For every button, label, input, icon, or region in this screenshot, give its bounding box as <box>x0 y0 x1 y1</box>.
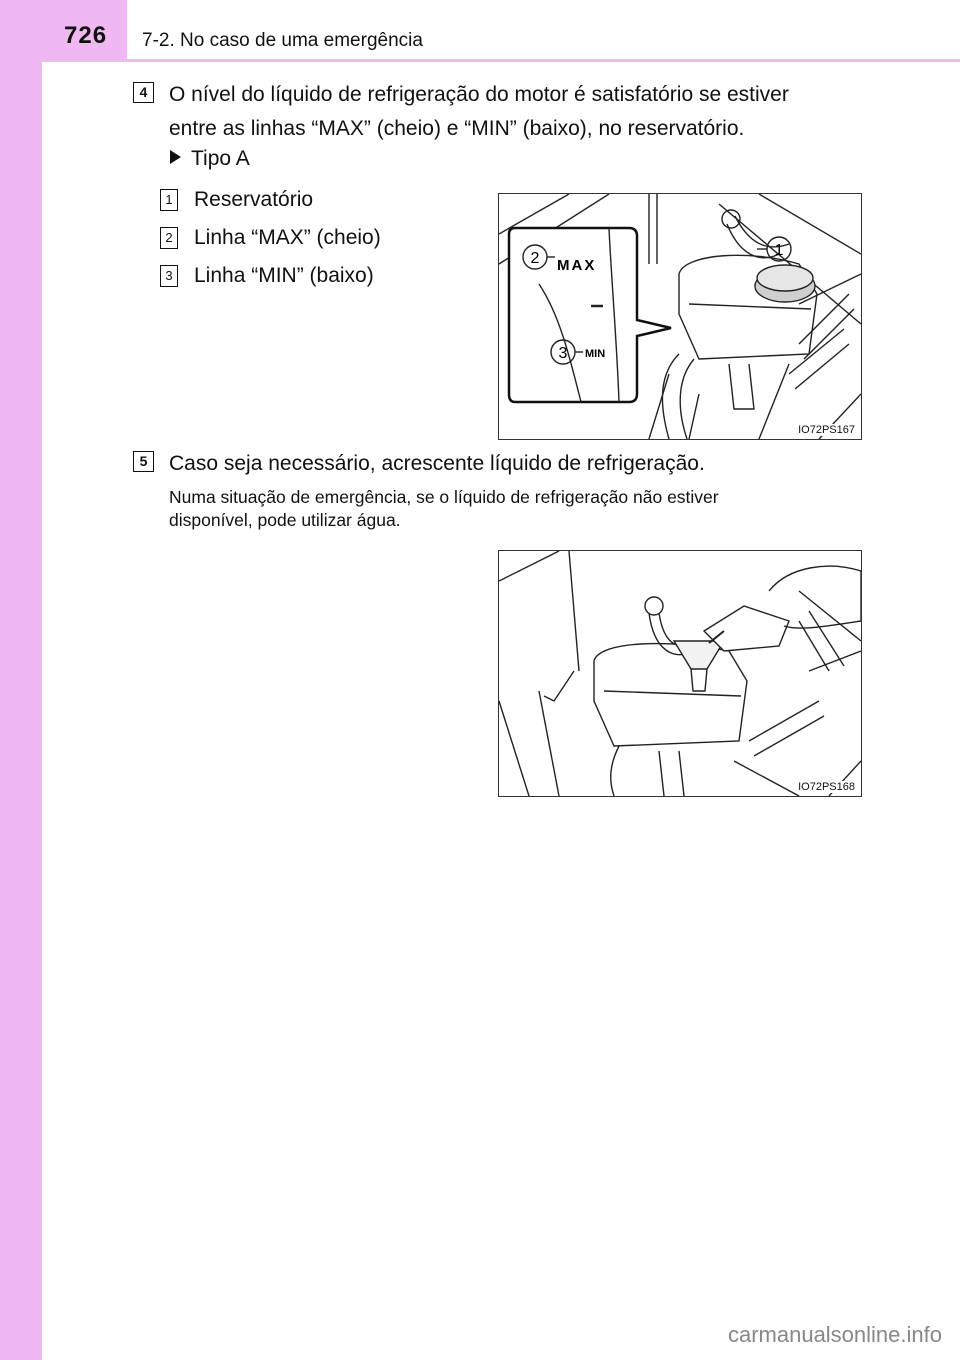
legend-item-min-line <box>160 264 374 288</box>
max-mark: MAX <box>557 257 597 274</box>
side-color-strip <box>0 0 42 1360</box>
step-badge-5: 5 <box>133 451 154 472</box>
step-4-text <box>169 78 869 146</box>
legend-item-reservoir <box>160 188 313 212</box>
legend-label: Linha “MAX” (cheio) <box>194 226 381 249</box>
watermark-text: carmanualsonline.info <box>727 1322 942 1347</box>
section-title: 7-2. No caso de uma emergência <box>142 30 423 51</box>
legend-label: Reservatório <box>194 188 314 211</box>
legend-number: 1 <box>160 189 178 211</box>
figure-code: IO72PS168 <box>798 781 855 793</box>
figure-coolant-reservoir-levels <box>498 193 862 440</box>
figure-adding-coolant <box>498 550 862 797</box>
callout-2-label: 2 <box>530 250 540 267</box>
step-4-text-line-2: entre as linhas “MAX” (cheio) e “MIN” (baixo), no reservatório. <box>169 117 745 140</box>
min-mark: MIN <box>585 348 606 360</box>
legend-number: 2 <box>160 227 178 249</box>
step-5-note <box>169 486 869 532</box>
triangle-bullet-icon <box>170 150 181 164</box>
step-5-note-line-2: disponível, pode utilizar água. <box>169 510 401 530</box>
header-underline <box>42 59 960 62</box>
legend-item-max-line <box>160 226 381 250</box>
step-5-note-line-1: Numa situação de emergência, se o líquido de refrigeração não estiver <box>169 487 719 507</box>
step-4-text-line-1: O nível do líquido de refrigeração do motor é satisfatório se estiver <box>169 83 789 106</box>
type-label <box>170 147 250 171</box>
type-label-text: Tipo A <box>191 147 250 170</box>
step-badge-4: 4 <box>133 82 154 103</box>
legend-label: Linha “MIN” (baixo) <box>194 264 374 287</box>
page-number: 726 <box>64 22 108 49</box>
step-5-text: Caso seja necessário, acrescente líquido de refrigeração. <box>169 452 705 475</box>
engine-bay-illustration <box>499 194 861 439</box>
callout-3-label: 3 <box>558 345 568 362</box>
engine-bay-refill-illustration <box>499 551 861 796</box>
figure-code: IO72PS167 <box>798 424 855 436</box>
callout-1-label: 1 <box>774 242 784 259</box>
legend-number: 3 <box>160 265 178 287</box>
